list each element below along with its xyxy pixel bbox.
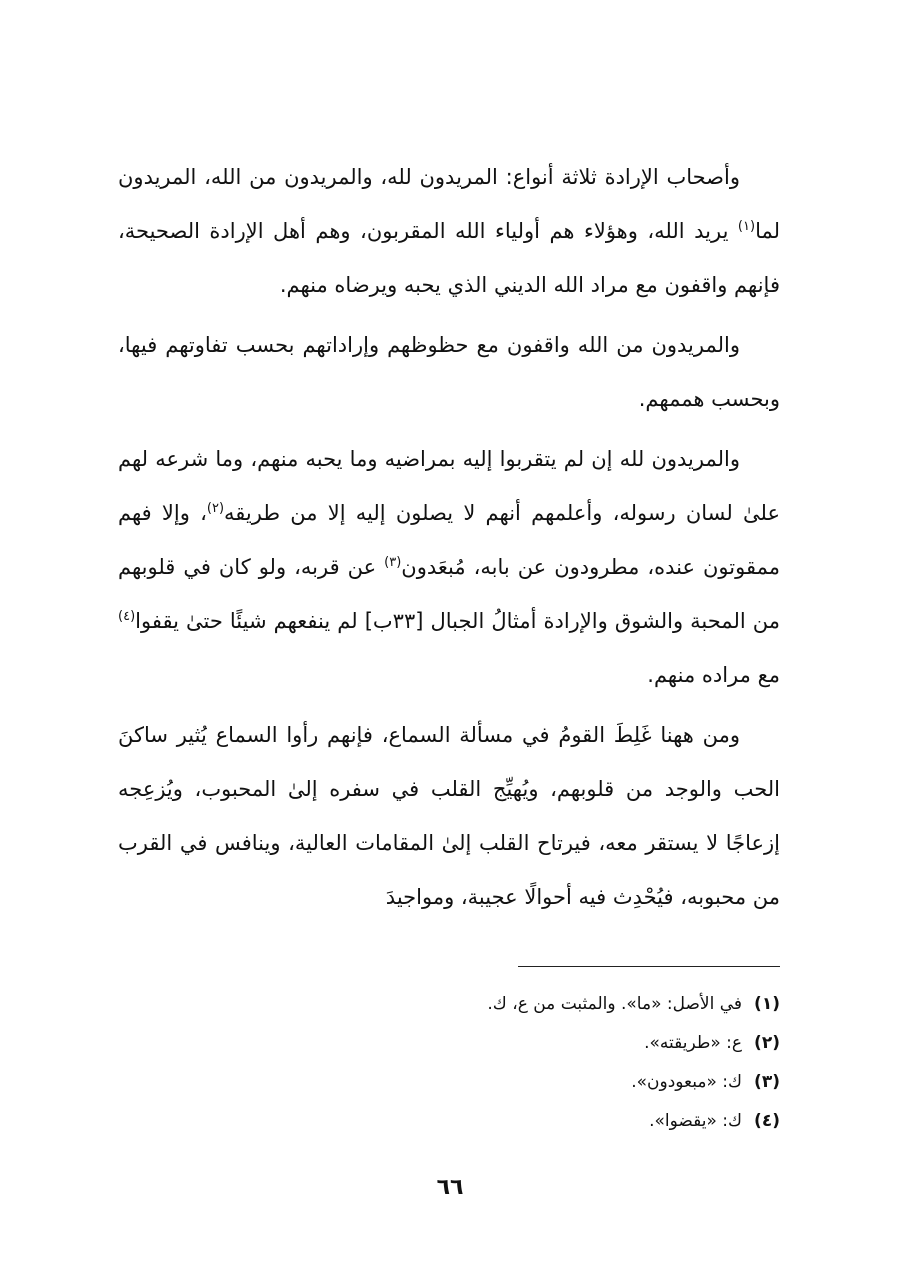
text-segment: وأصحاب الإرادة ثلاثة أنواع: المريدون لله، والمريدون من الله، المريدون لما [118,165,780,243]
footnotes [118,985,780,1141]
text-segment: ومن ههنا غَلِطَ القومُ في مسألة السماع، فإنهم رأوا السماع يُثير ساكنَ الحب والوجد من قلوبهم، ويُهيِّج القلب في سفره إلىٰ المحبوب، ويُزعِجه إزعاجًا لا يستقر معه، فيرتاح القلب إلىٰ المقامات العالية، وينافس في القرب من محبوبه، فيُحْدِث فيه أحوالًا عجيبة، ومواجيدَ [118,723,780,909]
text-segment: والمريدون لله إن لم يتقربوا إليه بمراضيه وما يحبه منهم، وما شرعه لهم علىٰ لسان رسوله، وأعلمهم أنهم لا يصلون إليه إلا من طريقه [118,447,780,525]
footnote-number: (٢) [754,1033,780,1053]
paragraph-2 [118,318,780,426]
paragraph-4 [118,708,780,924]
footnote-ref-1: (١) [737,219,756,234]
footnote-ref-3: (٣) [384,555,402,570]
footnote-divider [518,966,780,967]
footnote-number: (٤) [754,1111,780,1131]
footnote-3 [118,1063,780,1102]
footnote-text: ع: «طريقته». [644,1033,743,1053]
footnote-2 [118,1024,780,1063]
main-text [118,150,780,930]
paragraph-3 [118,432,780,702]
footnote-ref-4: (٤) [118,609,136,624]
text-segment: ، وإلا فهم ممقوتون عنده، مطرودون عن بابه، مُبعَدون [118,501,780,579]
footnote-text: ك: «يقضوا». [649,1111,743,1131]
text-segment: والمريدون من الله واقفون مع حظوظهم وإراداتهم بحسب تفاوتهم فيها، وبحسب هممهم. [118,333,780,411]
page-number: ٦٦ [436,1175,464,1200]
text-segment: عن قربه، ولو كان في قلوبهم من المحبة والشوق والإرادة أمثالُ الجبال [٣٣ب] لم ينفعهم شيئًا حتىٰ يقفوا [118,555,780,633]
footnote-ref-2: (٢) [206,501,225,516]
footnote-number: (١) [754,994,780,1014]
text-segment: مع مراده منهم. [647,663,780,687]
footnote-1 [118,985,780,1024]
footnote-4 [118,1102,780,1141]
text-segment: يريد الله، وهؤلاء هم أولياء الله المقربون، وهم أهل الإرادة الصحيحة، فإنهم واقفون مع مراد الله الديني الذي يحبه ويرضاه منهم. [118,219,780,297]
footnote-text: في الأصل: «ما». والمثبت من ع، ك. [487,994,743,1014]
paragraph-1 [118,150,780,312]
footnote-text: ك: «مبعودون». [631,1072,743,1092]
footnote-number: (٣) [754,1072,780,1092]
